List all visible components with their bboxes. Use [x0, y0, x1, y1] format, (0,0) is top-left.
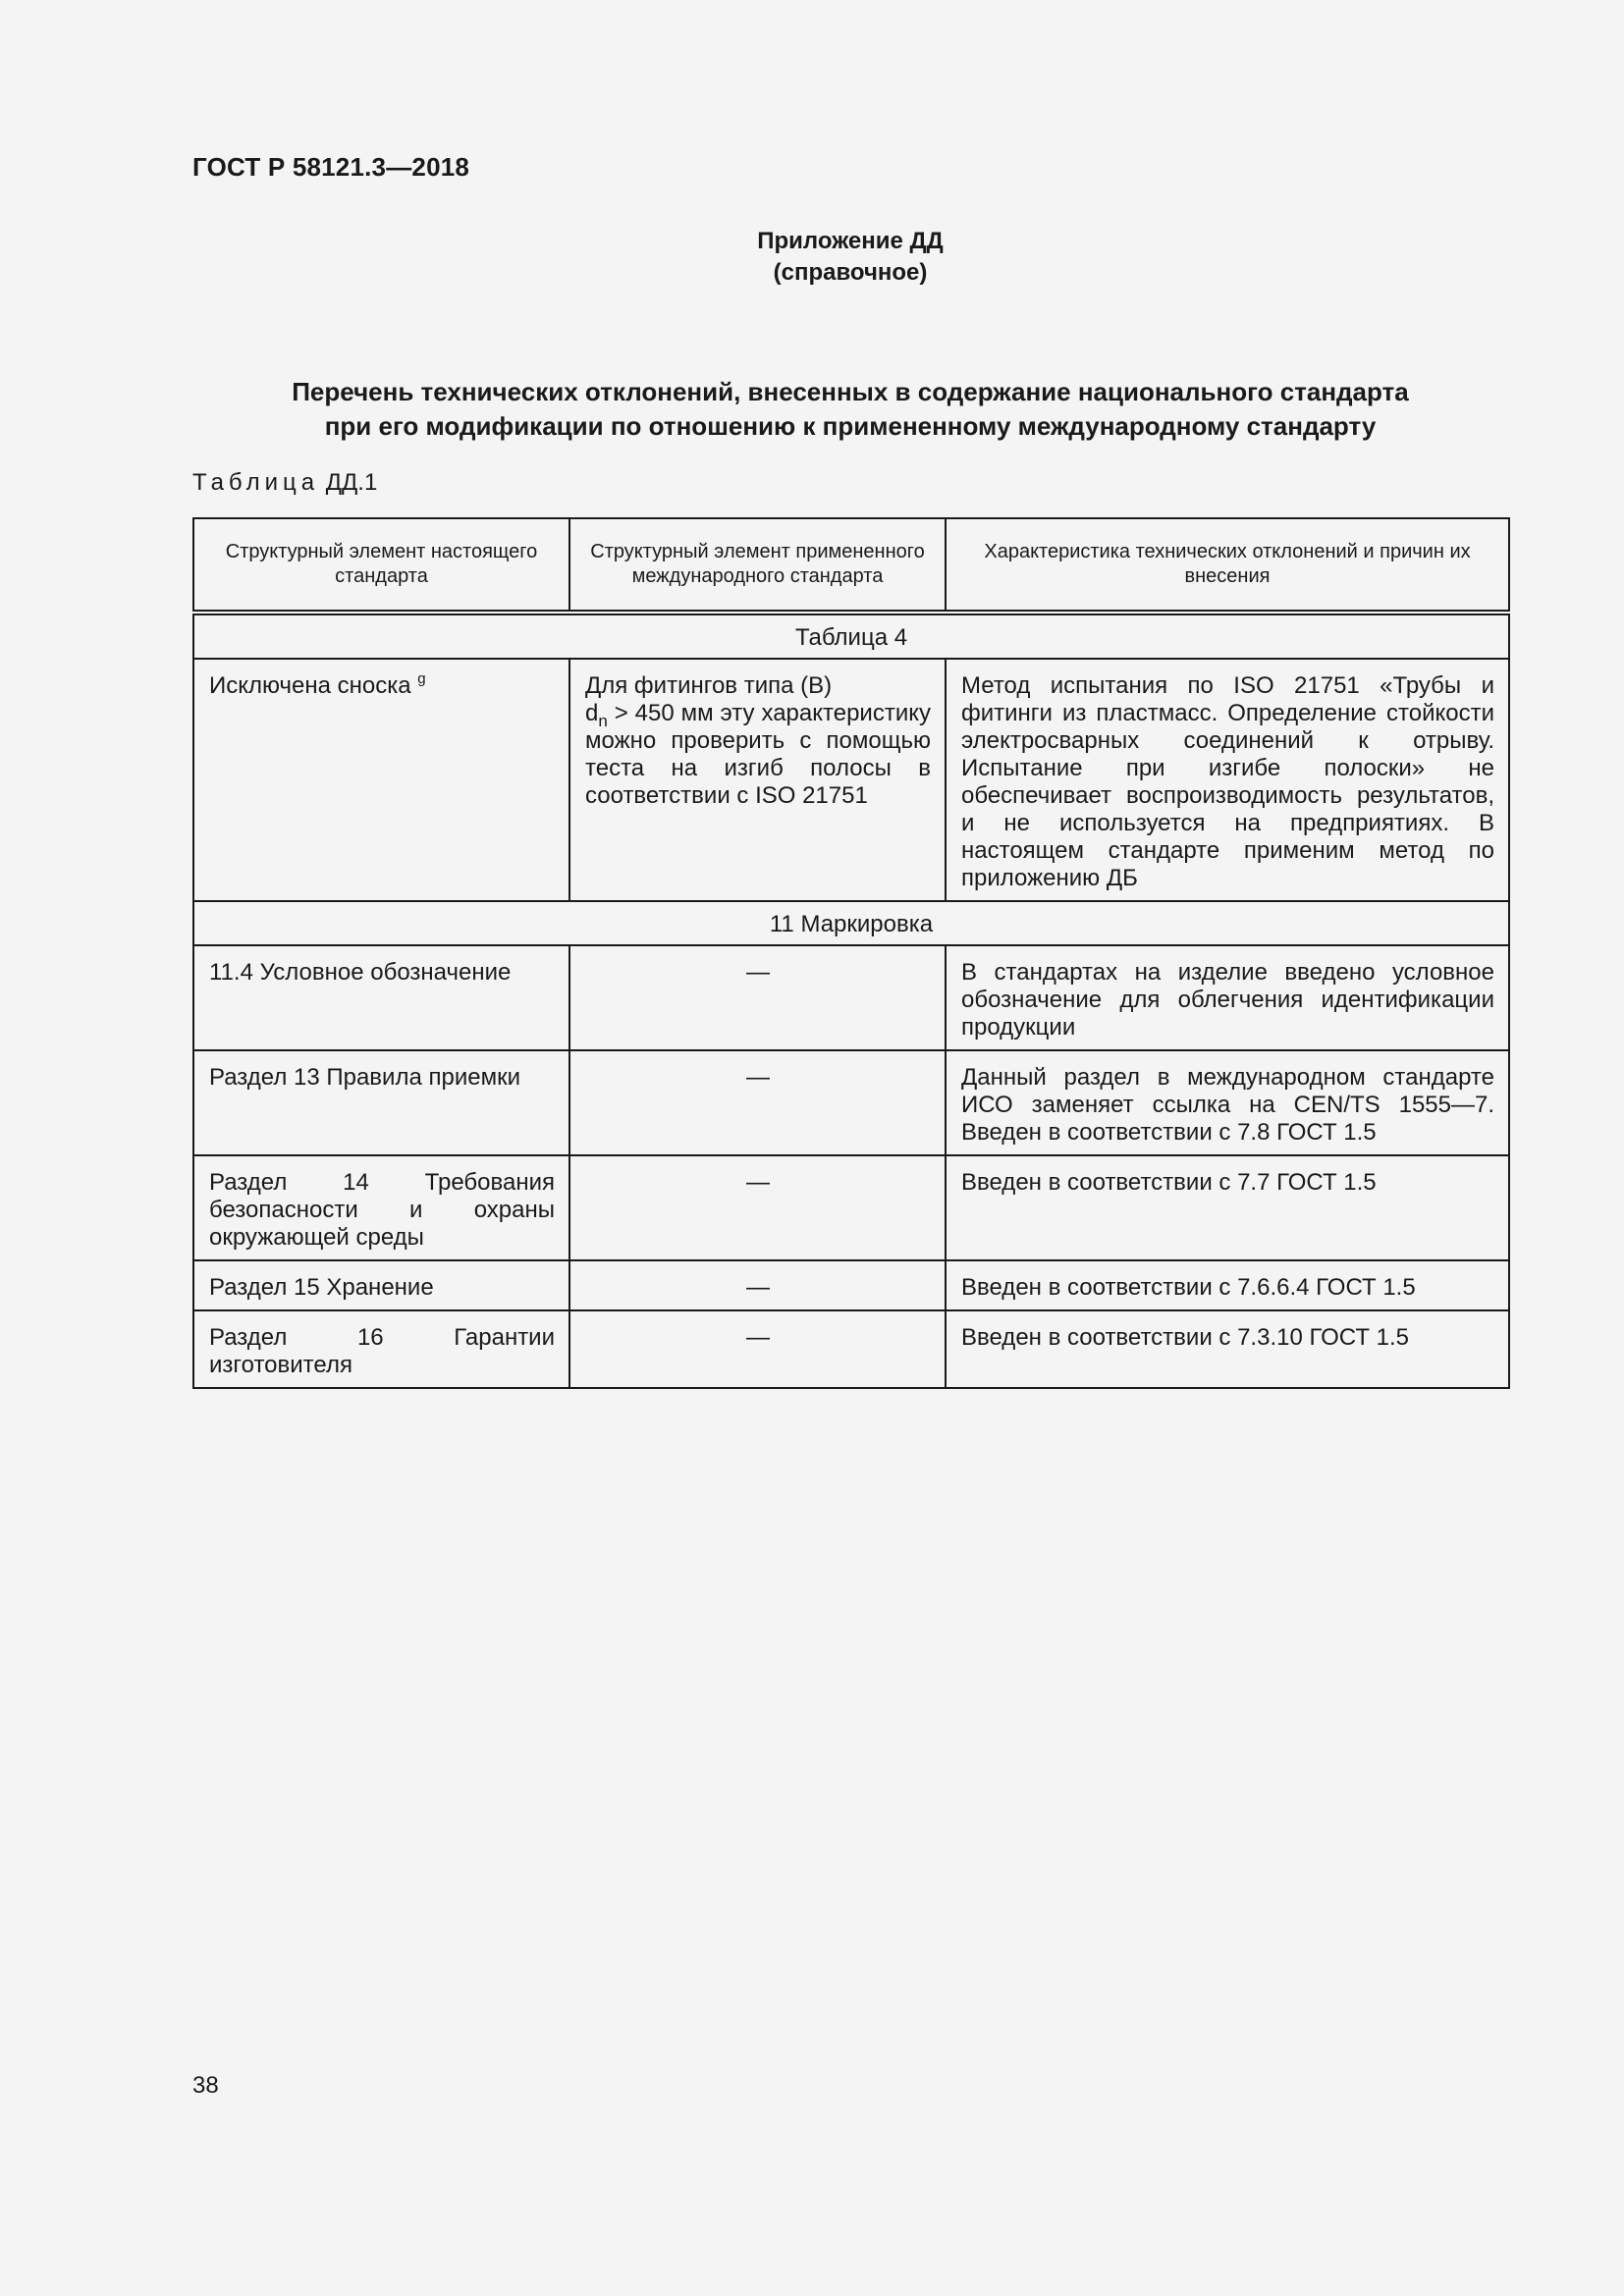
appendix-heading	[0, 226, 1624, 289]
cell-international: —	[569, 945, 946, 1050]
cell-international: —	[569, 1310, 946, 1388]
cell-deviation: Введен в соответствии с 7.6.6.4 ГОСТ 1.5	[946, 1260, 1509, 1310]
page-title	[192, 375, 1508, 444]
cell-deviation: Метод испытания по ISO 21751 «Трубы и фитинги из пластмасс. Определение стойкости электросварных соединений к отрыву. Испытание при изгибе полоски» не обеспечивает воспроизводимость результатов, и не используется на предприятиях. В настоящем стандарте применим метод по приложению ДБ	[946, 659, 1509, 901]
document-code: ГОСТ Р 58121.3—2018	[192, 152, 470, 182]
cell-deviation: Введен в соответствии с 7.3.10 ГОСТ 1.5	[946, 1310, 1509, 1388]
cell-deviation: Введен в соответствии с 7.7 ГОСТ 1.5	[946, 1155, 1509, 1260]
header-col-deviation: Характеристика технических отклонений и причин их внесения	[946, 518, 1509, 613]
page-number: 38	[192, 2072, 219, 2099]
diameter-symbol: d	[585, 700, 599, 726]
table-section-row	[193, 901, 1509, 945]
table-header-row	[193, 518, 1509, 613]
cell-national: Раздел 16 Гарантии изготовителя	[193, 1310, 569, 1388]
table-row	[193, 659, 1509, 901]
cell-national	[193, 659, 569, 901]
footnote-mark: g	[417, 670, 426, 687]
cell-national: Раздел 14 Требования безопасности и охраны окружающей среды	[193, 1155, 569, 1260]
table-row	[193, 1310, 1509, 1388]
cell-national: 11.4 Условное обозначение	[193, 945, 569, 1050]
table-label-prefix: Таблица	[192, 469, 320, 496]
cell-deviation: В стандартах на изделие введено условное обозначение для облегчения идентификации продукции	[946, 945, 1509, 1050]
header-col-national: Структурный элемент настоящего стандарта	[193, 518, 569, 613]
cell-international: —	[569, 1050, 946, 1155]
title-line-1: Перечень технических отклонений, внесенных в содержание национального стандарта	[292, 377, 1409, 406]
header-col-international: Структурный элемент примененного международного стандарта	[569, 518, 946, 613]
cell-deviation: Данный раздел в международном стандарте ИСО заменяет ссылка на CEN/TS 1555—7. Введен в соответствии с 7.8 ГОСТ 1.5	[946, 1050, 1509, 1155]
table-row	[193, 945, 1509, 1050]
table-row	[193, 1155, 1509, 1260]
deviations-table	[192, 517, 1510, 1389]
bend-test-text: > 450 мм эту характеристику можно проверить с помощью теста на изгиб полосы в соответствии с ISO 21751	[585, 700, 931, 809]
section-table4: Таблица 4	[193, 613, 1509, 659]
fittings-type-text: Для фитингов типа (В)	[585, 672, 833, 699]
table-label-number: ДД.1	[325, 469, 378, 496]
footnote-text: Исключена сноска	[209, 672, 411, 699]
cell-international: —	[569, 1155, 946, 1260]
cell-international	[569, 659, 946, 901]
table-label	[192, 469, 377, 497]
diameter-index: n	[598, 712, 608, 730]
table-row	[193, 1050, 1509, 1155]
cell-national: Раздел 13 Правила приемки	[193, 1050, 569, 1155]
section-marking: 11 Маркировка	[193, 901, 1509, 945]
table-section-row	[193, 613, 1509, 659]
table-row	[193, 1260, 1509, 1310]
title-line-2: при его модификации по отношению к примененному международному стандарту	[324, 411, 1377, 441]
appendix-title: Приложение ДД	[757, 228, 944, 254]
cell-international: —	[569, 1260, 946, 1310]
appendix-subtitle: (справочное)	[773, 259, 928, 286]
cell-national: Раздел 15 Хранение	[193, 1260, 569, 1310]
